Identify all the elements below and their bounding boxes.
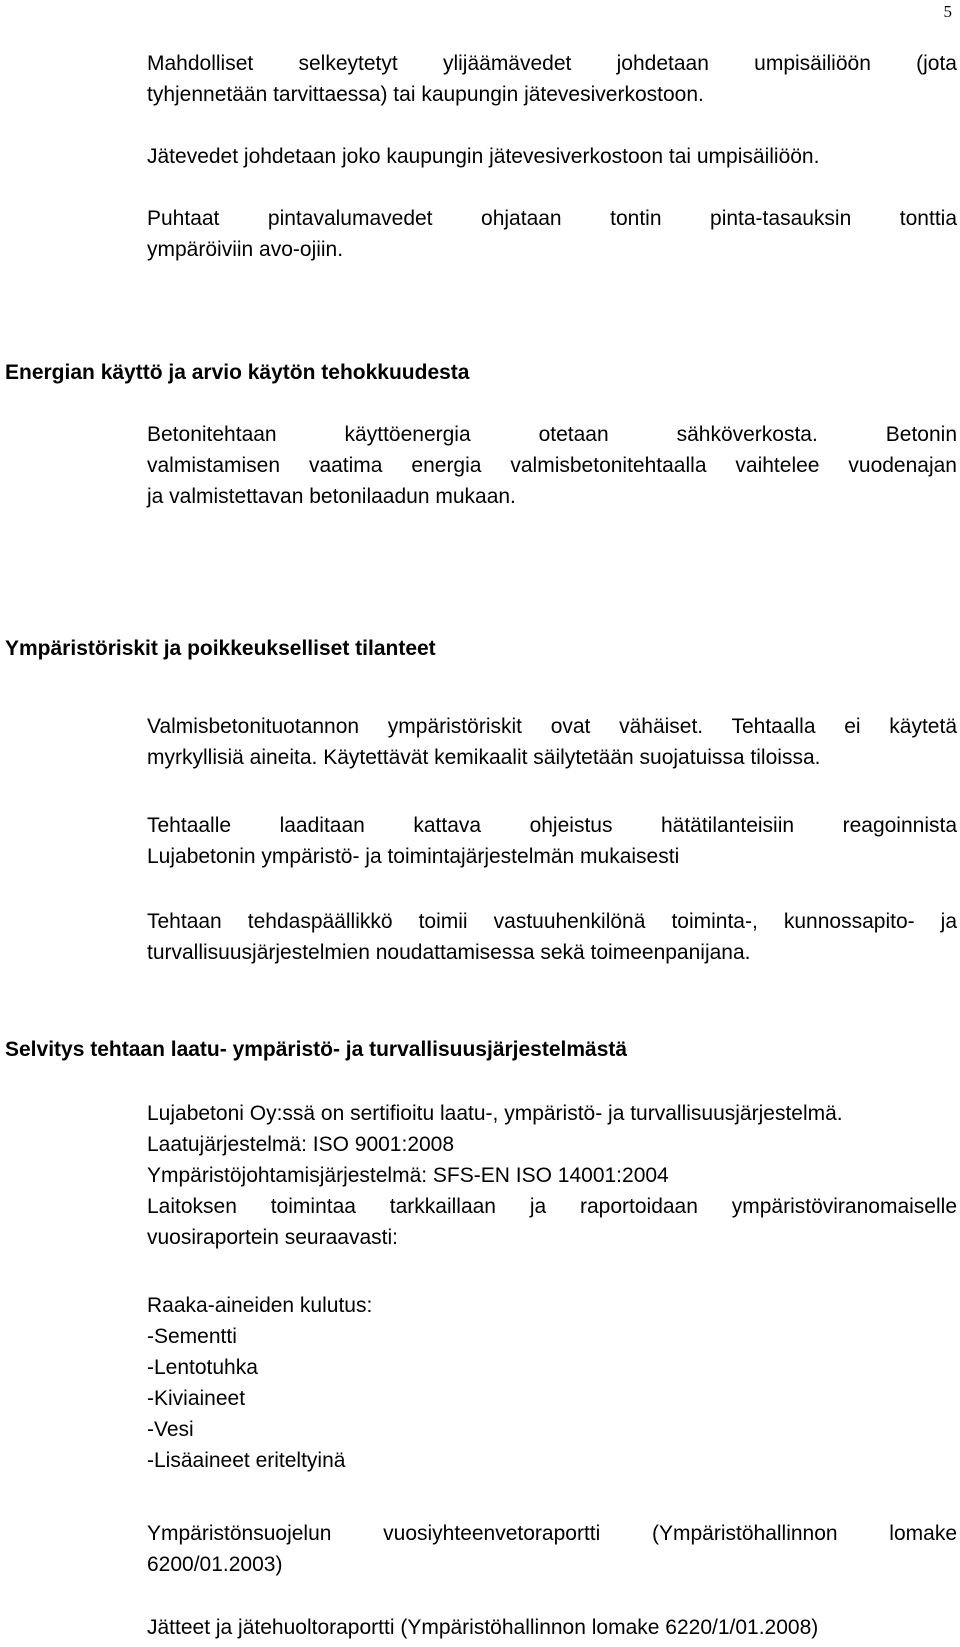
text-line: Mahdolliset selkeytetyt ylijäämävedet johdetaan umpisäiliöön (jota xyxy=(147,52,957,75)
text-line: Tehtaan tehdaspäällikkö toimii vastuuhenkilönä toiminta-, kunnossapito- ja xyxy=(147,910,957,933)
text-line: Ympäristönsuojelun vuosiyhteenvetoraportti (Ympäristöhallinnon lomake xyxy=(147,1522,957,1545)
text-line: Puhtaat pintavalumavedet ohjataan tontin pinta-tasauksin tonttia xyxy=(147,207,957,230)
text-line: turvallisuusjärjestelmien noudattamisessa sekä toimeenpanijana. xyxy=(147,941,751,964)
list-item: -Kiviaineet xyxy=(147,1387,246,1410)
text-line: 6200/01.2003) xyxy=(147,1553,283,1576)
raw-material-list xyxy=(147,1290,957,1476)
paragraph-overflow-water xyxy=(147,48,957,110)
paragraph-surface-water xyxy=(147,203,957,265)
list-item: -Lentotuhka xyxy=(147,1356,258,1379)
text-line: Betonitehtaan käyttöenergia otetaan sähköverkosta. Betonin xyxy=(147,423,957,446)
paragraph-waste-report xyxy=(147,1612,957,1643)
text-line: ja valmistettavan betonilaadun mukaan. xyxy=(147,485,516,508)
text-line: vuosiraportein seuraavasti: xyxy=(147,1226,398,1249)
text-line: Valmisbetonituotannon ympäristöriskit ovat vähäiset. Tehtaalla ei käytetä xyxy=(147,715,957,738)
paragraph-annual-report xyxy=(147,1518,957,1580)
text-line: Ympäristöjohtamisjärjestelmä: SFS-EN ISO 14001:2004 xyxy=(147,1164,669,1187)
section-heading-risks: Ympäristöriskit ja poikkeukselliset tilanteet xyxy=(5,637,436,660)
list-item: -Sementti xyxy=(147,1325,237,1348)
text-line: Jätevedet johdetaan joko kaupungin jätevesiverkostoon tai umpisäiliöön. xyxy=(147,145,820,168)
text-line: Laatujärjestelmä: ISO 9001:2008 xyxy=(147,1133,455,1156)
text-line: Lujabetoni Oy:ssä on sertifioitu laatu-, ympäristö- ja turvallisuusjärjestelmä. xyxy=(147,1102,843,1125)
paragraph-energy xyxy=(147,419,957,512)
text-line: Jätteet ja jätehuoltoraportti (Ympäristöhallinnon lomake 6220/1/01.2008) xyxy=(147,1616,819,1639)
text-line: Tehtaalle laaditaan kattava ohjeistus hätätilanteisiin reagoinnista xyxy=(147,814,957,837)
paragraph-responsible-person xyxy=(147,906,957,968)
text-line: valmistamisen vaatima energia valmisbetonitehtaalla vaihtelee vuodenajan xyxy=(147,454,957,477)
text-line: Lujabetonin ympäristö- ja toimintajärjestelmän mukaisesti xyxy=(147,845,680,868)
paragraph-risks xyxy=(147,711,957,773)
section-heading-energy: Energian käyttö ja arvio käytön tehokkuudesta xyxy=(5,361,470,384)
list-item: -Lisäaineet eriteltyinä xyxy=(147,1449,346,1472)
page-number: 5 xyxy=(943,2,952,21)
text-line: tyhjennetään tarvittaessa) tai kaupungin jätevesiverkostoon. xyxy=(147,83,704,106)
section-heading-quality-systems: Selvitys tehtaan laatu- ympäristö- ja turvallisuusjärjestelmästä xyxy=(5,1038,628,1061)
paragraph-wastewater xyxy=(147,141,957,172)
paragraph-emergency-guidance xyxy=(147,810,957,872)
text-line: myrkyllisiä aineita. Käytettävät kemikaalit säilytetään suojatuissa tiloissa. xyxy=(147,746,821,769)
text-line: ympäröiviin avo-ojiin. xyxy=(147,238,344,261)
text-line: Laitoksen toimintaa tarkkaillaan ja raportoidaan ympäristöviranomaiselle xyxy=(147,1195,957,1218)
list-item: -Vesi xyxy=(147,1418,194,1441)
list-title: Raaka-aineiden kulutus: xyxy=(147,1294,373,1317)
paragraph-quality-systems xyxy=(147,1098,957,1253)
